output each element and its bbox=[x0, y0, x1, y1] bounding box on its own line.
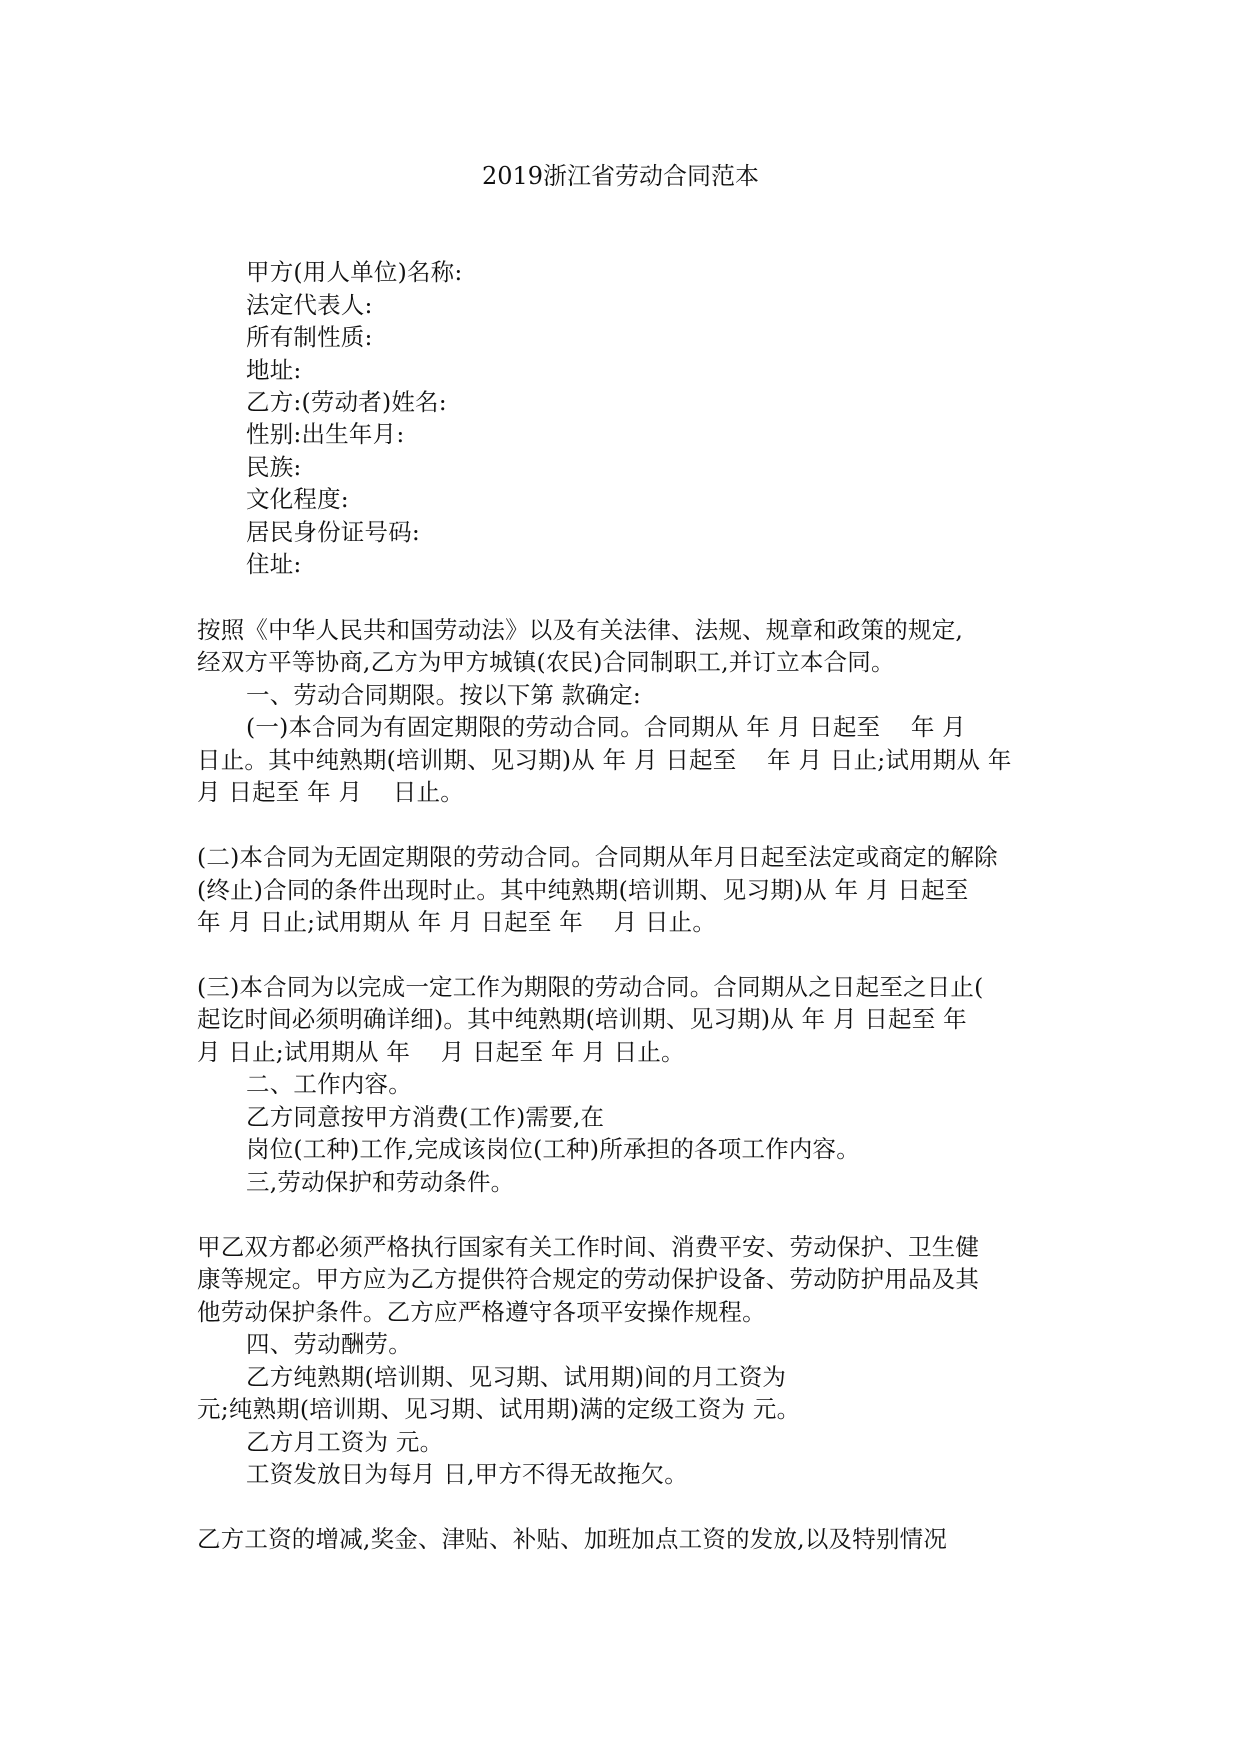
text-line: 元;纯熟期(培训期、见习期、试用期)满的定级工资为 元。 bbox=[197, 1395, 801, 1423]
text-line: 二、工作内容。 bbox=[246, 1070, 412, 1098]
text-line: 月 日止;试用期从 年 月 日起至 年 月 日止。 bbox=[197, 1038, 685, 1066]
text-line: (一)本合同为有固定期限的劳动合同。合同期从 年 月 日起至 年 月 bbox=[246, 713, 966, 741]
text-line: 一、劳动合同期限。按以下第 款确定: bbox=[246, 681, 641, 709]
text-line: 乙方月工资为 元。 bbox=[246, 1428, 444, 1456]
text-line: 乙方同意按甲方消费(工作)需要,在 bbox=[246, 1103, 605, 1131]
text-line: 康等规定。甲方应为乙方提供符合规定的劳动保护设备、劳动防护用品及其 bbox=[197, 1265, 980, 1293]
text-line: 年 月 日止;试用期从 年 月 日起至 年 月 日止。 bbox=[197, 908, 717, 936]
text-line: 乙方:(劳动者)姓名: bbox=[246, 388, 447, 416]
text-line: 所有制性质: bbox=[246, 323, 373, 351]
text-line: 乙方工资的增减,奖金、津贴、补贴、加班加点工资的发放,以及特别情况 bbox=[197, 1525, 948, 1553]
document-title: 2019浙江省劳动合同范本 bbox=[481, 162, 760, 190]
text-line: 乙方纯熟期(培训期、见习期、试用期)间的月工资为 bbox=[246, 1363, 787, 1391]
text-line: 起讫时间必须明确详细)。其中纯熟期(培训期、见习期)从 年 月 日起至 年 bbox=[197, 1005, 967, 1033]
text-line: 住址: bbox=[246, 550, 302, 578]
text-line: 四、劳动酬劳。 bbox=[246, 1330, 412, 1358]
text-line: 地址: bbox=[246, 356, 302, 384]
text-line: 性别:出生年月: bbox=[246, 420, 405, 448]
text-line: (终止)合同的条件出现时止。其中纯熟期(培训期、见习期)从 年 月 日起至 bbox=[197, 876, 969, 904]
text-line: 岗位(工种)工作,完成该岗位(工种)所承担的各项工作内容。 bbox=[246, 1135, 860, 1163]
text-line: 民族: bbox=[246, 453, 302, 481]
text-line: 居民身份证号码: bbox=[246, 518, 421, 546]
text-line: 经双方平等协商,乙方为甲方城镇(农民)合同制职工,并订立本合同。 bbox=[197, 648, 895, 676]
text-line: 文化程度: bbox=[246, 485, 349, 513]
text-line: 他劳动保护条件。乙方应严格遵守各项平安操作规程。 bbox=[197, 1298, 766, 1326]
text-line: 按照《中华人民共和国劳动法》以及有关法律、法规、规章和政策的规定, bbox=[197, 616, 964, 644]
text-line: 法定代表人: bbox=[246, 291, 373, 319]
text-line: 月 日起至 年 月 日止。 bbox=[197, 778, 464, 806]
text-line: (二)本合同为无固定期限的劳动合同。合同期从年月日起至法定或商定的解除 bbox=[197, 843, 998, 871]
text-line: 三,劳动保护和劳动条件。 bbox=[246, 1168, 515, 1196]
text-line: 工资发放日为每月 日,甲方不得无故拖欠。 bbox=[246, 1460, 688, 1488]
text-line: 甲乙双方都必须严格执行国家有关工作时间、消费平安、劳动保护、卫生健 bbox=[197, 1233, 980, 1261]
text-line: 甲方(用人单位)名称: bbox=[246, 258, 463, 286]
text-line: (三)本合同为以完成一定工作为期限的劳动合同。合同期从之日起至之日止( bbox=[197, 973, 984, 1001]
text-line: 日止。其中纯熟期(培训期、见习期)从 年 月 日起至 年 月 日止;试用期从 年 bbox=[197, 746, 1012, 774]
